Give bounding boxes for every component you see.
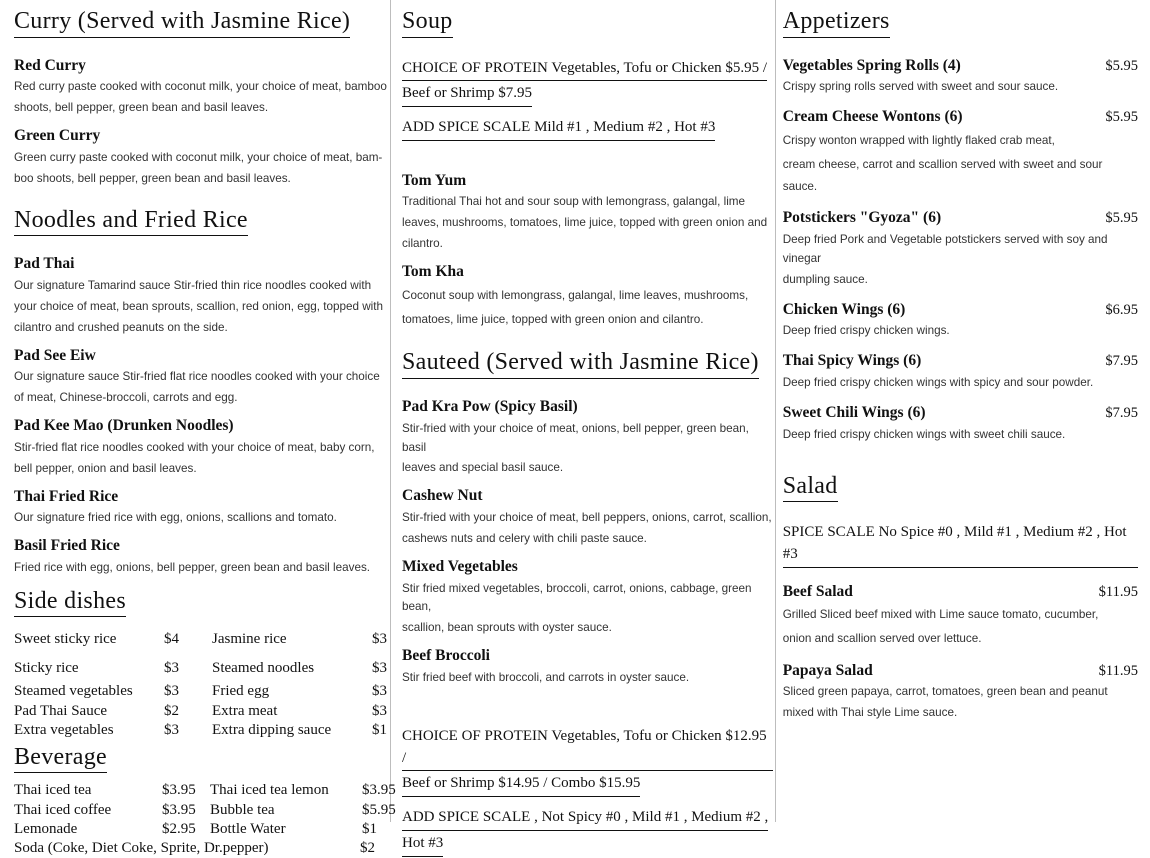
side-dish-price: $3 bbox=[372, 683, 387, 700]
menu-item bbox=[402, 558, 773, 638]
item-row bbox=[783, 48, 1138, 79]
side-dish-name: Extra meat bbox=[212, 702, 278, 719]
item-description-line: Our signature fried rice with egg, onions, scallions and tomato. bbox=[14, 511, 337, 525]
item-name: Tom Yum bbox=[402, 171, 467, 189]
menu-item bbox=[14, 347, 388, 409]
menu-item bbox=[783, 200, 1138, 289]
side-dish-price: $1 bbox=[372, 721, 387, 738]
side-dish-price: $3 bbox=[164, 683, 179, 700]
side-dish-name: Pad Thai Sauce bbox=[14, 702, 108, 719]
item-description-line: leaves and special basil sauce. bbox=[402, 461, 564, 475]
item-name: Papaya Salad bbox=[782, 661, 873, 679]
item-description-line: Sliced green papaya, carrot, tomatoes, green bean and peanut bbox=[782, 685, 1108, 699]
item-description-line: Red curry paste cooked with coconut milk, your choice of meat, bamboo bbox=[14, 80, 387, 94]
menu-item bbox=[14, 255, 388, 337]
menu-item bbox=[783, 99, 1138, 198]
menu-item bbox=[14, 417, 388, 479]
item-name: Pad Thai bbox=[14, 255, 75, 273]
note-line: ADD SPICE SCALE , Not Spicy #0 , Mild #1 , Medium #2 , bbox=[402, 807, 768, 831]
item-row bbox=[783, 653, 1138, 684]
item-description-line: your choice of meat, bean sprouts, scallion, red onion, egg, topped with bbox=[14, 299, 384, 313]
menu-item bbox=[402, 172, 773, 254]
side-dish-name: Extra vegetables bbox=[14, 721, 114, 738]
side-dish-price: $3 bbox=[372, 631, 387, 648]
beverage-price: $5.95 bbox=[362, 801, 396, 818]
side-dish-name: Fried egg bbox=[212, 683, 270, 700]
right-column bbox=[773, 8, 1138, 822]
item-description-line: Stir-fried with your choice of meat, bell peppers, onions, carrot, scallion, bbox=[402, 511, 772, 524]
menu-item bbox=[402, 263, 773, 331]
side-dish-price: $3 bbox=[372, 659, 387, 676]
side-dish-price: $3 bbox=[164, 721, 179, 738]
beverage-name: Bubble tea bbox=[210, 801, 275, 818]
item-name: Chicken Wings (6) bbox=[782, 300, 906, 318]
salad-spice-note bbox=[783, 522, 1138, 568]
soup-spice-note bbox=[402, 117, 773, 141]
left-column bbox=[14, 8, 396, 857]
item-name: Tom Kha bbox=[402, 263, 464, 281]
note-line: SPICE SCALE No Spice #0 , Mild #1 , Medium #2 , Hot #3 bbox=[783, 522, 1138, 568]
item-price: $6.95 bbox=[1105, 301, 1138, 318]
menu-item bbox=[14, 488, 388, 529]
section-heading-beverage: Beverage bbox=[14, 744, 107, 774]
item-description-line: Our signature Tamarind sauce Stir-fried thin rice noodles cooked with bbox=[14, 278, 372, 292]
item-price: $7.95 bbox=[1105, 404, 1138, 421]
item-description-line: Crispy spring rolls served with sweet and sour sauce. bbox=[782, 80, 1059, 94]
item-description-line: Deep fried crispy chicken wings. bbox=[782, 324, 950, 338]
spacer bbox=[14, 191, 388, 207]
item-description-line: cream cheese, carrot and scallion served with sweet and sour sauce. bbox=[782, 157, 1103, 194]
item-description-line: Coconut soup with lemongrass, galangal, lime leaves, mushrooms, bbox=[402, 288, 749, 302]
item-description-line: cilantro and crushed peanuts on the side. bbox=[14, 320, 228, 334]
item-description-line: Our signature sauce Stir-fried flat rice noodles cooked with your choice bbox=[14, 370, 380, 384]
item-description-line: leaves, mushrooms, tomatoes, lime juice, topped with green onion and bbox=[402, 216, 768, 230]
beverage-soda-row bbox=[14, 839, 388, 858]
item-description-line: of meat, Chinese-broccoli, carrots and egg. bbox=[14, 391, 238, 405]
item-description-line: Stir-fried with your choice of meat, onions, bell pepper, green bean, basil bbox=[402, 421, 749, 454]
spacer bbox=[14, 580, 388, 588]
item-name: Red Curry bbox=[14, 56, 86, 74]
item-name: Cashew Nut bbox=[402, 487, 483, 505]
item-description-line: scallion, bean sprouts with oyster sauce. bbox=[402, 621, 612, 635]
section-heading-salad: Salad bbox=[783, 473, 838, 503]
section-heading-noodles: Noodles and Fried Rice bbox=[14, 207, 248, 237]
section-heading-soup: Soup bbox=[402, 8, 453, 38]
item-price: $5.95 bbox=[1105, 210, 1138, 227]
beverage-price: $2.95 bbox=[162, 820, 196, 837]
item-price: $11.95 bbox=[1098, 662, 1138, 679]
item-description-line: Crispy wonton wrapped with lightly flaked crab meat, bbox=[782, 133, 1055, 147]
item-row bbox=[783, 292, 1138, 323]
item-name: Pad Kra Pow (Spicy Basil) bbox=[402, 397, 578, 415]
item-description-line: Fried rice with egg, onions, bell pepper, green bean and basil leaves. bbox=[14, 560, 371, 574]
item-name: Beef Salad bbox=[782, 582, 853, 600]
side-dish-name: Steamed vegetables bbox=[14, 683, 133, 700]
side-dish-name: Sticky rice bbox=[14, 659, 79, 676]
beverage-name: Thai iced tea lemon bbox=[210, 782, 329, 799]
sauteed-spice-note bbox=[402, 807, 773, 857]
beverage-price: $1 bbox=[362, 820, 377, 837]
side-dish-name: Extra dipping sauce bbox=[212, 721, 332, 738]
note-line: Hot #3 bbox=[402, 833, 443, 857]
menu-item bbox=[402, 647, 773, 688]
menu-item bbox=[783, 574, 1138, 651]
menu-item bbox=[783, 395, 1138, 445]
soup-protein-note bbox=[402, 58, 773, 108]
item-name: Cream Cheese Wontons (6) bbox=[782, 108, 963, 126]
item-price: $5.95 bbox=[1105, 109, 1138, 126]
beverage-price: $3.95 bbox=[162, 801, 196, 818]
menu-item bbox=[783, 48, 1138, 98]
item-name: Pad See Eiw bbox=[14, 346, 96, 364]
side-dish-name: Sweet sticky rice bbox=[14, 631, 117, 648]
item-name: Pad Kee Mao (Drunken Noodles) bbox=[14, 417, 234, 435]
side-dish-name: Steamed noodles bbox=[212, 659, 315, 676]
side-dish-name: Jasmine rice bbox=[212, 631, 287, 648]
item-description-line: Stir fried beef with broccoli, and carrots in oyster sauce. bbox=[402, 670, 690, 684]
item-description-line: shoots, bell pepper, green bean and basil leaves. bbox=[14, 101, 269, 115]
item-name: Thai Fried Rice bbox=[14, 487, 119, 505]
menu-item bbox=[402, 487, 773, 549]
beverage-price: $3.95 bbox=[362, 782, 396, 799]
item-price: $5.95 bbox=[1105, 57, 1138, 74]
item-name: Mixed Vegetables bbox=[402, 557, 518, 575]
note-line: ADD SPICE SCALE Mild #1 , Medium #2 , Hot #3 bbox=[402, 117, 715, 141]
beverage-table bbox=[14, 781, 396, 839]
item-name: Thai Spicy Wings (6) bbox=[782, 352, 922, 370]
note-line: CHOICE OF PROTEIN Vegetables, Tofu or Chicken $12.95 / bbox=[402, 726, 773, 772]
section-heading-appetizers: Appetizers bbox=[783, 8, 890, 38]
section-heading-sauteed: Sauteed (Served with Jasmine Rice) bbox=[402, 349, 759, 379]
item-description-line: tomatoes, lime juice, topped with green onion and cilantro. bbox=[402, 313, 704, 327]
spacer bbox=[402, 147, 773, 163]
item-description-line: mixed with Thai style Lime sauce. bbox=[782, 706, 958, 720]
item-row bbox=[783, 395, 1138, 426]
beverage-name: Bottle Water bbox=[210, 820, 286, 837]
beverage-name: Thai iced coffee bbox=[14, 801, 112, 818]
menu-item bbox=[783, 292, 1138, 342]
section-heading-curry: Curry (Served with Jasmine Rice) bbox=[14, 8, 350, 38]
item-description-line: Grilled Sliced beef mixed with Lime sauce tomato, cucumber, bbox=[782, 608, 1099, 622]
spacer bbox=[402, 690, 773, 716]
item-price: $11.95 bbox=[1098, 583, 1138, 600]
item-row bbox=[783, 574, 1138, 605]
item-description-line: cashews nuts and celery with chili paste sauce. bbox=[402, 531, 647, 545]
item-description-line: Stir-fried flat rice noodles cooked with your choice of meat, baby corn, bbox=[14, 440, 375, 454]
spacer bbox=[402, 333, 773, 349]
item-name: Vegetables Spring Rolls (4) bbox=[782, 56, 961, 74]
menu-item bbox=[14, 127, 388, 189]
item-name: Beef Broccoli bbox=[402, 647, 490, 665]
item-price: $7.95 bbox=[1105, 353, 1138, 370]
middle-column bbox=[394, 8, 773, 851]
item-description-line: Stir fried mixed vegetables, broccoli, carrot, onions, cabbage, green bean, bbox=[402, 581, 752, 614]
beverage-name: Soda (Coke, Diet Coke, Sprite, Dr.pepper) bbox=[14, 840, 269, 857]
menu-item bbox=[783, 343, 1138, 393]
beverage-name: Lemonade bbox=[14, 820, 78, 837]
item-name: Sweet Chili Wings (6) bbox=[782, 403, 926, 421]
spacer bbox=[783, 447, 1138, 473]
beverage-price: $2 bbox=[360, 840, 375, 857]
item-description-line: onion and scallion served over lettuce. bbox=[782, 632, 982, 646]
item-description-line: Green curry paste cooked with coconut milk, your choice of meat, bam- bbox=[14, 150, 383, 164]
item-description-line: boo shoots, bell pepper, green bean and basil leaves. bbox=[14, 171, 291, 185]
side-dish-price: $2 bbox=[164, 702, 179, 719]
section-heading-side-dishes: Side dishes bbox=[14, 588, 126, 618]
menu-item bbox=[402, 398, 773, 478]
side-dish-price: $3 bbox=[372, 702, 387, 719]
item-row bbox=[783, 343, 1138, 374]
beverage-price: $3.95 bbox=[162, 782, 196, 799]
item-name: Basil Fried Rice bbox=[14, 537, 120, 555]
menu-item bbox=[783, 653, 1138, 724]
menu-item bbox=[14, 537, 388, 578]
menu-item bbox=[14, 57, 388, 119]
side-dishes-table bbox=[14, 625, 388, 682]
beverage-name: Thai iced tea bbox=[14, 782, 92, 799]
item-description-line: Deep fried Pork and Vegetable potstickers served with soy and vinegar bbox=[782, 233, 1108, 265]
item-row bbox=[783, 99, 1138, 130]
note-line: Beef or Shrimp $7.95 bbox=[402, 83, 532, 107]
sauteed-protein-note bbox=[402, 726, 773, 797]
item-description-line: cilantro. bbox=[402, 237, 443, 251]
side-dish-price: $4 bbox=[164, 631, 179, 648]
item-description-line: dumpling sauce. bbox=[782, 272, 868, 286]
note-line: Beef or Shrimp $14.95 / Combo $15.95 bbox=[402, 773, 640, 797]
side-dishes-table-continued bbox=[14, 682, 388, 740]
item-description-line: Traditional Thai hot and sour soup with lemongrass, galangal, lime bbox=[402, 195, 746, 209]
item-description-line: bell pepper, onion and basil leaves. bbox=[14, 461, 197, 475]
item-row bbox=[783, 200, 1138, 231]
item-name: Green Curry bbox=[14, 127, 101, 145]
item-description-line: Deep fried crispy chicken wings with sweet chili sauce. bbox=[782, 427, 1066, 441]
item-name: Potstickers "Gyoza" (6) bbox=[782, 209, 942, 227]
item-description-line: Deep fried crispy chicken wings with spicy and sour powder. bbox=[782, 376, 1094, 390]
side-dish-price: $3 bbox=[164, 659, 179, 676]
note-line: CHOICE OF PROTEIN Vegetables, Tofu or Chicken $5.95 / bbox=[402, 58, 767, 82]
